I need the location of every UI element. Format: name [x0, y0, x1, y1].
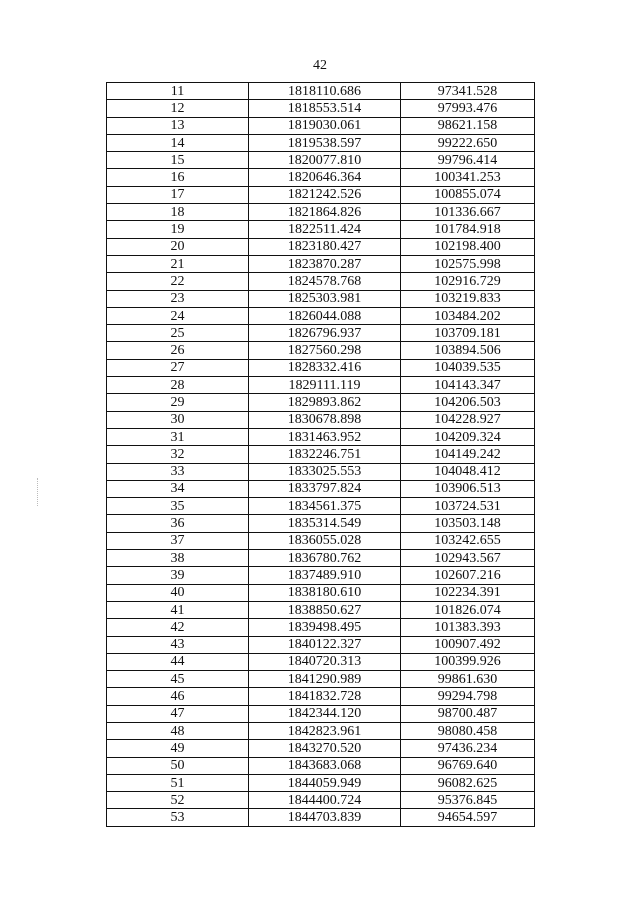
- table-row: [107, 653, 535, 670]
- point-number-cell: 26: [107, 342, 249, 359]
- table-row: [107, 307, 535, 324]
- x-coordinate-cell: 1829893.862: [249, 394, 401, 411]
- point-number-cell: 48: [107, 722, 249, 739]
- x-coordinate-cell: 1837489.910: [249, 567, 401, 584]
- y-coordinate-cell: 98080.458: [401, 722, 535, 739]
- table-row: [107, 204, 535, 221]
- x-coordinate-cell: 1836055.028: [249, 532, 401, 549]
- x-coordinate-cell: 1827560.298: [249, 342, 401, 359]
- y-coordinate-cell: 100907.492: [401, 636, 535, 653]
- y-coordinate-cell: 99294.798: [401, 688, 535, 705]
- table-row: [107, 480, 535, 497]
- point-number-cell: 46: [107, 688, 249, 705]
- point-number-cell: 21: [107, 255, 249, 272]
- y-coordinate-cell: 101336.667: [401, 204, 535, 221]
- x-coordinate-cell: 1838180.610: [249, 584, 401, 601]
- x-coordinate-cell: 1844059.949: [249, 774, 401, 791]
- point-number-cell: 43: [107, 636, 249, 653]
- y-coordinate-cell: 101826.074: [401, 601, 535, 618]
- table-row: [107, 774, 535, 791]
- x-coordinate-cell: 1841290.989: [249, 671, 401, 688]
- y-coordinate-cell: 101383.393: [401, 619, 535, 636]
- x-coordinate-cell: 1833025.553: [249, 463, 401, 480]
- x-coordinate-cell: 1843683.068: [249, 757, 401, 774]
- x-coordinate-cell: 1844703.839: [249, 809, 401, 826]
- y-coordinate-cell: 103484.202: [401, 307, 535, 324]
- y-coordinate-cell: 99861.630: [401, 671, 535, 688]
- y-coordinate-cell: 103906.513: [401, 480, 535, 497]
- table-row: [107, 238, 535, 255]
- x-coordinate-cell: 1843270.520: [249, 740, 401, 757]
- point-number-cell: 40: [107, 584, 249, 601]
- coordinates-table: [106, 82, 535, 827]
- table-row: [107, 636, 535, 653]
- y-coordinate-cell: 100855.074: [401, 186, 535, 203]
- x-coordinate-cell: 1820077.810: [249, 152, 401, 169]
- table-row: [107, 186, 535, 203]
- point-number-cell: 22: [107, 273, 249, 290]
- y-coordinate-cell: 97993.476: [401, 100, 535, 117]
- y-coordinate-cell: 103503.148: [401, 515, 535, 532]
- y-coordinate-cell: 100341.253: [401, 169, 535, 186]
- table-row: [107, 532, 535, 549]
- x-coordinate-cell: 1834561.375: [249, 498, 401, 515]
- point-number-cell: 32: [107, 446, 249, 463]
- y-coordinate-cell: 104228.927: [401, 411, 535, 428]
- point-number-cell: 49: [107, 740, 249, 757]
- point-number-cell: 37: [107, 532, 249, 549]
- table-row: [107, 722, 535, 739]
- table-row: [107, 394, 535, 411]
- y-coordinate-cell: 98621.158: [401, 117, 535, 134]
- y-coordinate-cell: 104048.412: [401, 463, 535, 480]
- x-coordinate-cell: 1818110.686: [249, 83, 401, 100]
- x-coordinate-cell: 1823870.287: [249, 255, 401, 272]
- x-coordinate-cell: 1842823.961: [249, 722, 401, 739]
- table-row: [107, 740, 535, 757]
- point-number-cell: 12: [107, 100, 249, 117]
- y-coordinate-cell: 103724.531: [401, 498, 535, 515]
- table-row: [107, 567, 535, 584]
- table-row: [107, 342, 535, 359]
- point-number-cell: 50: [107, 757, 249, 774]
- point-number-cell: 33: [107, 463, 249, 480]
- x-coordinate-cell: 1835314.549: [249, 515, 401, 532]
- point-number-cell: 20: [107, 238, 249, 255]
- point-number-cell: 15: [107, 152, 249, 169]
- y-coordinate-cell: 102943.567: [401, 550, 535, 567]
- point-number-cell: 36: [107, 515, 249, 532]
- x-coordinate-cell: 1836780.762: [249, 550, 401, 567]
- point-number-cell: 28: [107, 377, 249, 394]
- x-coordinate-cell: 1830678.898: [249, 411, 401, 428]
- table-row: [107, 273, 535, 290]
- table-row: [107, 221, 535, 238]
- y-coordinate-cell: 103709.181: [401, 325, 535, 342]
- table-row: [107, 498, 535, 515]
- table-row: [107, 169, 535, 186]
- point-number-cell: 11: [107, 83, 249, 100]
- point-number-cell: 35: [107, 498, 249, 515]
- table-row: [107, 359, 535, 376]
- y-coordinate-cell: 96769.640: [401, 757, 535, 774]
- table-row: [107, 446, 535, 463]
- x-coordinate-cell: 1823180.427: [249, 238, 401, 255]
- table-row: [107, 584, 535, 601]
- x-coordinate-cell: 1821242.526: [249, 186, 401, 203]
- table-row: [107, 377, 535, 394]
- y-coordinate-cell: 97341.528: [401, 83, 535, 100]
- x-coordinate-cell: 1839498.495: [249, 619, 401, 636]
- y-coordinate-cell: 104206.503: [401, 394, 535, 411]
- y-coordinate-cell: 103219.833: [401, 290, 535, 307]
- x-coordinate-cell: 1818553.514: [249, 100, 401, 117]
- point-number-cell: 44: [107, 653, 249, 670]
- table-row: [107, 134, 535, 151]
- x-coordinate-cell: 1844400.724: [249, 792, 401, 809]
- x-coordinate-cell: 1840122.327: [249, 636, 401, 653]
- table-row: [107, 411, 535, 428]
- y-coordinate-cell: 98700.487: [401, 705, 535, 722]
- x-coordinate-cell: 1819030.061: [249, 117, 401, 134]
- point-number-cell: 16: [107, 169, 249, 186]
- point-number-cell: 24: [107, 307, 249, 324]
- x-coordinate-cell: 1824578.768: [249, 273, 401, 290]
- x-coordinate-cell: 1831463.952: [249, 428, 401, 445]
- point-number-cell: 53: [107, 809, 249, 826]
- table-row: [107, 117, 535, 134]
- table-row: [107, 757, 535, 774]
- x-coordinate-cell: 1833797.824: [249, 480, 401, 497]
- point-number-cell: 13: [107, 117, 249, 134]
- table-row: [107, 688, 535, 705]
- y-coordinate-cell: 104209.324: [401, 428, 535, 445]
- table-row: [107, 601, 535, 618]
- table-row: [107, 255, 535, 272]
- x-coordinate-cell: 1832246.751: [249, 446, 401, 463]
- x-coordinate-cell: 1825303.981: [249, 290, 401, 307]
- point-number-cell: 29: [107, 394, 249, 411]
- point-number-cell: 17: [107, 186, 249, 203]
- x-coordinate-cell: 1819538.597: [249, 134, 401, 151]
- x-coordinate-cell: 1840720.313: [249, 653, 401, 670]
- y-coordinate-cell: 101784.918: [401, 221, 535, 238]
- table-row: [107, 515, 535, 532]
- coordinates-table-body: [107, 83, 535, 827]
- table-row: [107, 809, 535, 826]
- point-number-cell: 27: [107, 359, 249, 376]
- y-coordinate-cell: 103894.506: [401, 342, 535, 359]
- point-number-cell: 30: [107, 411, 249, 428]
- table-row: [107, 792, 535, 809]
- y-coordinate-cell: 94654.597: [401, 809, 535, 826]
- y-coordinate-cell: 100399.926: [401, 653, 535, 670]
- point-number-cell: 31: [107, 428, 249, 445]
- table-row: [107, 325, 535, 342]
- x-coordinate-cell: 1828332.416: [249, 359, 401, 376]
- y-coordinate-cell: 96082.625: [401, 774, 535, 791]
- x-coordinate-cell: 1820646.364: [249, 169, 401, 186]
- point-number-cell: 47: [107, 705, 249, 722]
- y-coordinate-cell: 102607.216: [401, 567, 535, 584]
- table-row: [107, 463, 535, 480]
- y-coordinate-cell: 102916.729: [401, 273, 535, 290]
- y-coordinate-cell: 102575.998: [401, 255, 535, 272]
- y-coordinate-cell: 104143.347: [401, 377, 535, 394]
- point-number-cell: 34: [107, 480, 249, 497]
- point-number-cell: 41: [107, 601, 249, 618]
- y-coordinate-cell: 104149.242: [401, 446, 535, 463]
- y-coordinate-cell: 102234.391: [401, 584, 535, 601]
- y-coordinate-cell: 97436.234: [401, 740, 535, 757]
- point-number-cell: 38: [107, 550, 249, 567]
- y-coordinate-cell: 103242.655: [401, 532, 535, 549]
- point-number-cell: 51: [107, 774, 249, 791]
- table-row: [107, 428, 535, 445]
- x-coordinate-cell: 1822511.424: [249, 221, 401, 238]
- table-row: [107, 550, 535, 567]
- point-number-cell: 45: [107, 671, 249, 688]
- point-number-cell: 39: [107, 567, 249, 584]
- margin-mark: [37, 478, 39, 506]
- y-coordinate-cell: 95376.845: [401, 792, 535, 809]
- x-coordinate-cell: 1826796.937: [249, 325, 401, 342]
- x-coordinate-cell: 1829111.119: [249, 377, 401, 394]
- table-row: [107, 290, 535, 307]
- x-coordinate-cell: 1838850.627: [249, 601, 401, 618]
- x-coordinate-cell: 1842344.120: [249, 705, 401, 722]
- table-row: [107, 152, 535, 169]
- table-row: [107, 100, 535, 117]
- table-row: [107, 619, 535, 636]
- point-number-cell: 18: [107, 204, 249, 221]
- y-coordinate-cell: 104039.535: [401, 359, 535, 376]
- page-number: 42: [313, 58, 327, 73]
- point-number-cell: 19: [107, 221, 249, 238]
- point-number-cell: 52: [107, 792, 249, 809]
- y-coordinate-cell: 99796.414: [401, 152, 535, 169]
- x-coordinate-cell: 1841832.728: [249, 688, 401, 705]
- y-coordinate-cell: 102198.400: [401, 238, 535, 255]
- point-number-cell: 42: [107, 619, 249, 636]
- table-row: [107, 83, 535, 100]
- table-row: [107, 671, 535, 688]
- x-coordinate-cell: 1826044.088: [249, 307, 401, 324]
- x-coordinate-cell: 1821864.826: [249, 204, 401, 221]
- point-number-cell: 23: [107, 290, 249, 307]
- table-row: [107, 705, 535, 722]
- point-number-cell: 14: [107, 134, 249, 151]
- y-coordinate-cell: 99222.650: [401, 134, 535, 151]
- point-number-cell: 25: [107, 325, 249, 342]
